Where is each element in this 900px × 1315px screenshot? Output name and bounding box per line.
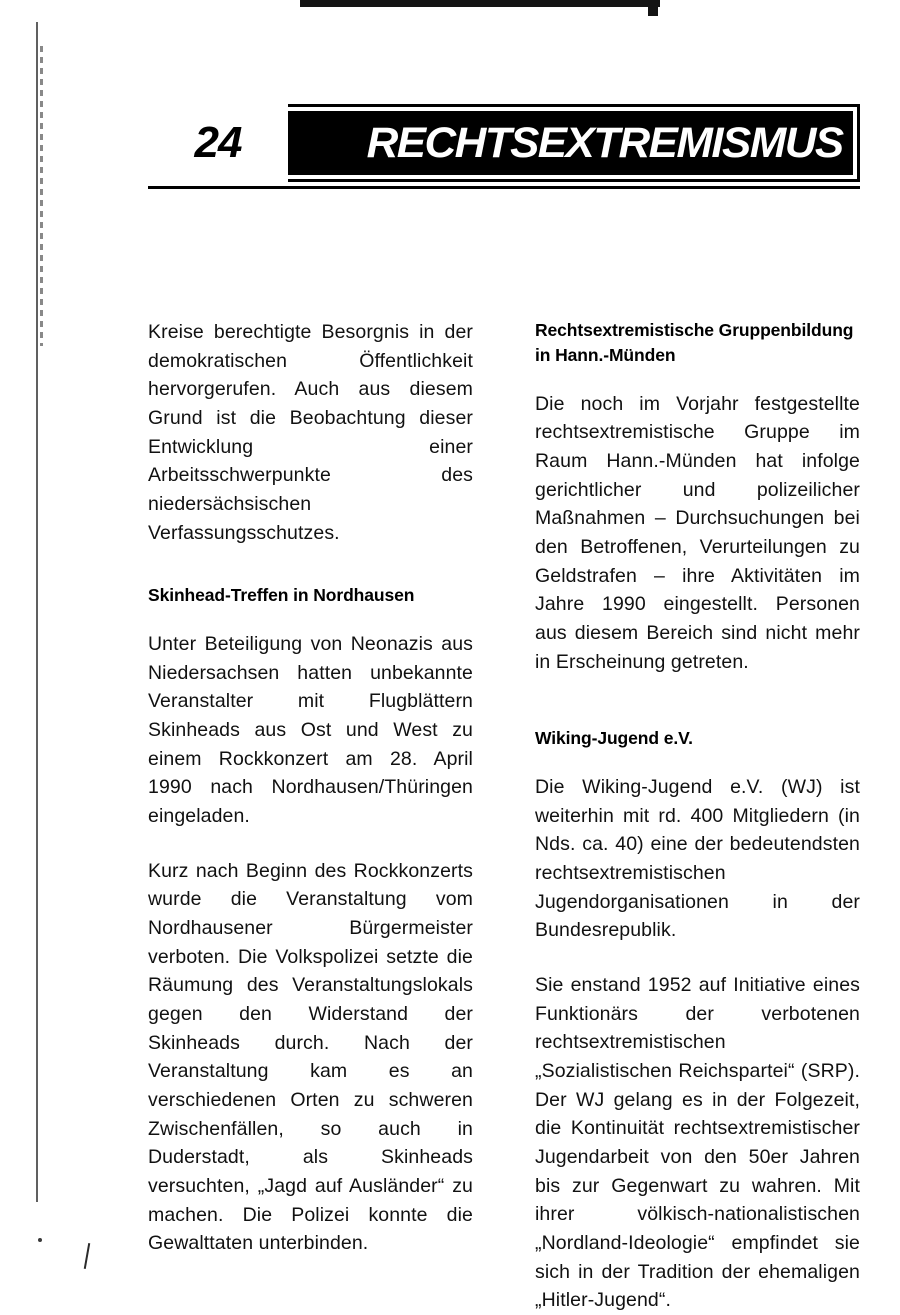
column-spacer (535, 702, 860, 726)
section-title: RECHTSEXTREMISMUS (367, 118, 843, 167)
scan-artifact-dot (38, 1238, 42, 1242)
right-column (535, 318, 860, 1315)
scan-artifact-left-edge (36, 22, 38, 1202)
column-spacer (148, 573, 473, 583)
paragraph-continued: Kreise berechtigte Besorgnis in der demokratischen Öffentlichkeit hervorgerufen. Auch aus diesem Grund ist die Beobachtung dieser Entwicklung einer Arbeitsschwerpunkte des niedersächsischen Verfassungsschutzes. (148, 321, 473, 544)
left-column (148, 318, 473, 1315)
paragraph-wiking-2: Sie enstand 1952 auf Initiative eines Funktionärs der verbotenen rechtsextremistischen „Sozialistischen Reichspartei“ (SRP). Der WJ gelang es in der Folgezeit, die Kontinuität rechtsextremistischer Jugendarbeit von den 50er Jahren bis zur Gegenwart zu wahren. Mit ihrer völkisch-nationalistischen „Nordland-Ideologie“ empfindet sie sich in der Tradition der ehemaligen „Hitler-Jugend“. (535, 974, 860, 1312)
paragraph-gruppenbildung: Die noch im Vorjahr festgestellte rechtsextremistische Gruppe im Raum Hann.-Münden hat infolge gerichtlicher und polizeilicher Maßnahmen – Durchsuchungen bei den Betroffenen, Verurteilungen zu Geldstrafen – ihre Aktivitäten im Jahre 1990 eingestellt. Personen aus diesem Bereich sind nicht mehr in Erscheinung getreten. (535, 392, 860, 673)
section-title-banner (288, 111, 853, 175)
subheading-skinhead-treffen: Skinhead-Treffen in Nordhausen (148, 585, 415, 606)
paragraph-wiking-1: Die Wiking-Jugend e.V. (WJ) ist weiterhin mit rd. 400 Mitgliedern (in Nds. ca. 40) eine der bedeutendsten rechtsextremistischen Jugendorganisationen in der Bundesrepublik. (535, 776, 860, 942)
scan-artifact-tick (84, 1243, 90, 1269)
page-number: 24 (194, 118, 242, 167)
header-bottom-rule (148, 186, 860, 189)
page-header (148, 104, 860, 182)
paragraph-skinhead-1: Unter Beteiligung von Neonazis aus Niedersachsen hatten unbekannte Veranstalter mit Flugblättern Skinheads aus Ost und West zu einem Rockkonzert am 28. April 1990 nach Nordhausen/Thüringen eingeladen. (148, 633, 473, 828)
page-number-box (148, 104, 288, 182)
scan-artifact-top-mark (648, 0, 658, 16)
article-body (148, 318, 860, 1315)
scan-artifact-left-dashes (40, 46, 43, 346)
scan-artifact-top-bar (300, 0, 660, 7)
subheading-wiking-jugend: Wiking-Jugend e.V. (535, 728, 693, 749)
subheading-gruppenbildung: Rechtsextremistische Gruppenbildung in Hann.-Münden (535, 320, 854, 365)
paragraph-skinhead-2: Kurz nach Beginn des Rockkonzerts wurde die Veranstaltung vom Nordhausener Bürgermeister verboten. Die Volkspolizei setzte die Räumung des Veranstaltungslokals gegen den Widerstand der Skinheads durch. Nach der Veranstaltung kam es an verschiedenen Orten zu schweren Zwischenfällen, so auch in Duderstadt, als Skinheads versuchten, „Jagd auf Ausländer“ zu machen. Die Polizei konnte die Gewalttaten unterbinden. (148, 859, 473, 1255)
